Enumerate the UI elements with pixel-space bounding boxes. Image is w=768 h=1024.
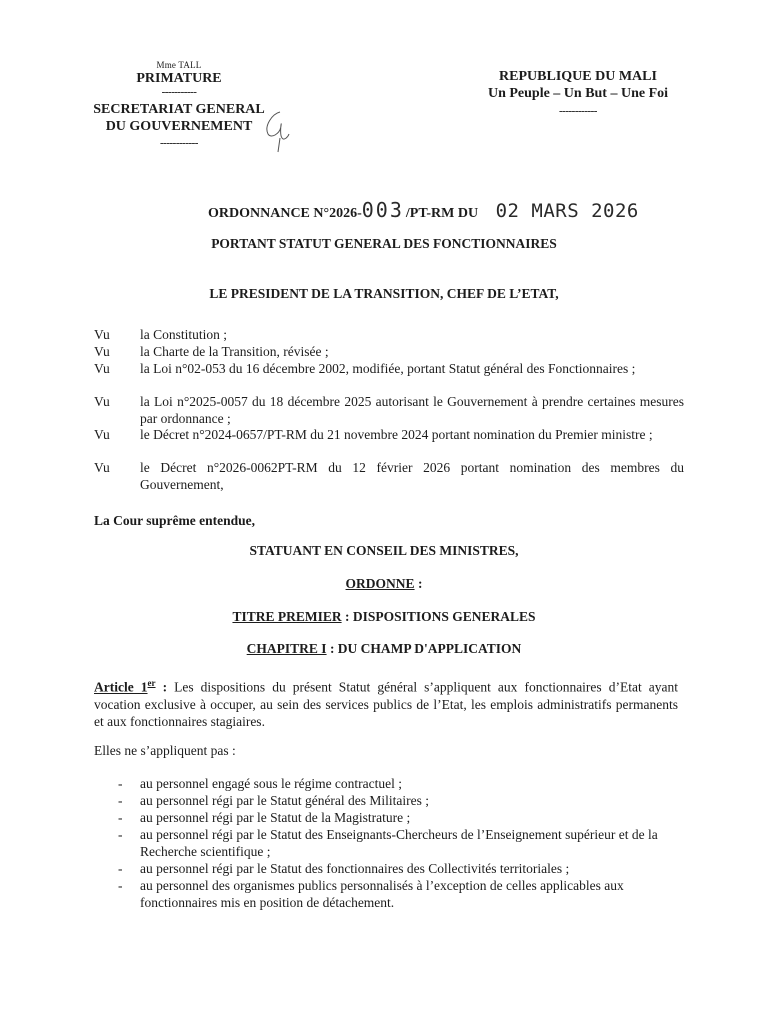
vu-text: le Décret n°2024-0657/PT-RM du 21 novembre 2024 portant nomination du Premier ministre ; bbox=[140, 427, 653, 442]
ordonne-label: ORDONNE bbox=[345, 576, 415, 591]
vu-text: la Charte de la Transition, révisée ; bbox=[140, 344, 329, 359]
chapitre-label: CHAPITRE I bbox=[246, 641, 327, 656]
ordonnance-number-line bbox=[208, 198, 639, 222]
authority-heading: LE PRESIDENT DE LA TRANSITION, CHEF DE L’ETAT, bbox=[209, 286, 559, 301]
vu-clause bbox=[94, 343, 684, 360]
header-divider: ----------- bbox=[161, 86, 197, 98]
vu-text: la Loi n°2025-0057 du 18 décembre 2025 autorisant le Gouvernement à prendre certaines mesures par ordonnance ; bbox=[140, 394, 684, 426]
ordonnance-subject: PORTANT STATUT GENERAL DES FONCTIONNAIRES bbox=[211, 236, 557, 251]
vu-clause bbox=[94, 459, 684, 493]
article-1-text: Les dispositions du présent Statut général s’appliquent aux fonctionnaires d’Etat ayant vocation exclusive à occuper, au sein des services publics de l’Etat, les emplois administratifs permanents et aux fonctionnaires stagiaires. bbox=[94, 679, 678, 729]
list-item: - au personnel régi par le Statut des fonctionnaires des Collectivités territoriales ; bbox=[118, 860, 684, 877]
vu-label: Vu bbox=[94, 344, 110, 359]
chapitre-rest: : DU CHAMP D'APPLICATION bbox=[326, 641, 522, 656]
article-1-paragraph bbox=[94, 675, 678, 730]
exclusion-intro: Elles ne s’appliquent pas : bbox=[94, 743, 236, 758]
vu-label: Vu bbox=[94, 361, 110, 376]
titre-rest: : DISPOSITIONS GENERALES bbox=[341, 609, 536, 624]
chapitre-heading bbox=[0, 641, 768, 657]
statuant-heading: STATUANT EN CONSEIL DES MINISTRES, bbox=[249, 543, 519, 558]
vu-clause bbox=[94, 426, 684, 443]
cour-supreme-line: La Cour suprême entendue, bbox=[94, 513, 256, 528]
vu-label: Vu bbox=[94, 327, 110, 342]
header-divider: ------------ bbox=[559, 105, 597, 117]
header-divider: ------------ bbox=[160, 137, 198, 149]
article-1-colon: : bbox=[155, 679, 168, 695]
vu-clause bbox=[94, 360, 684, 377]
ordonne-heading bbox=[0, 576, 768, 592]
header-primature: PRIMATURE bbox=[136, 71, 222, 86]
list-item: - au personnel engagé sous le régime contractuel ; bbox=[118, 775, 684, 792]
header-republique: REPUBLIQUE DU MALI bbox=[499, 69, 657, 84]
header-devise: Un Peuple – Un But – Une Foi bbox=[487, 86, 669, 101]
list-item: - au personnel régi par le Statut général des Militaires ; bbox=[118, 792, 684, 809]
vu-clause bbox=[94, 393, 684, 427]
titre-heading bbox=[0, 609, 768, 625]
ordonnance-suffix: /PT-RM DU bbox=[405, 206, 479, 221]
vu-label: Vu bbox=[94, 394, 110, 409]
vu-clause bbox=[94, 326, 684, 343]
vu-label: Vu bbox=[94, 460, 110, 475]
ordonnance-number: 003 bbox=[361, 198, 404, 222]
header-left bbox=[84, 60, 274, 148]
article-1-label: Article 1 bbox=[94, 679, 148, 695]
vu-text: la Constitution ; bbox=[140, 327, 228, 342]
list-item: - au personnel régi par le Statut de la Magistrature ; bbox=[118, 809, 684, 826]
vu-text: le Décret n°2026-0062PT-RM du 12 février 2026 portant nomination des membres du Gouvernement, bbox=[140, 460, 684, 492]
article-1-sup: er bbox=[147, 678, 156, 688]
ordonnance-date-stamp: 02 MARS 2026 bbox=[495, 200, 639, 222]
list-item: - au personnel des organismes publics personnalisés à l’exception de celles applicables aux fonctionnaires mis en position de détachement. bbox=[118, 877, 684, 911]
ordonnance-prefix: ORDONNANCE N°2026- bbox=[208, 206, 362, 221]
header-note: Mme TALL bbox=[156, 60, 202, 70]
titre-label: TITRE PREMIER bbox=[232, 609, 342, 624]
vu-text: la Loi n°02-053 du 16 décembre 2002, modifiée, portant Statut général des Fonctionnaires ; bbox=[140, 361, 636, 376]
header-right bbox=[470, 68, 686, 116]
list-item: - au personnel régi par le Statut des Enseignants-Chercheurs de l’Enseignement supérieur et de la Recherche scientifique ; bbox=[118, 826, 684, 860]
header-secretariat: SECRETARIAT GENERAL bbox=[93, 102, 265, 117]
exclusion-list bbox=[118, 775, 684, 911]
vu-label: Vu bbox=[94, 427, 110, 442]
header-gouvernement: DU GOUVERNEMENT bbox=[105, 119, 253, 134]
ordonne-colon: : bbox=[414, 576, 423, 591]
handwritten-initial-icon bbox=[258, 104, 292, 156]
